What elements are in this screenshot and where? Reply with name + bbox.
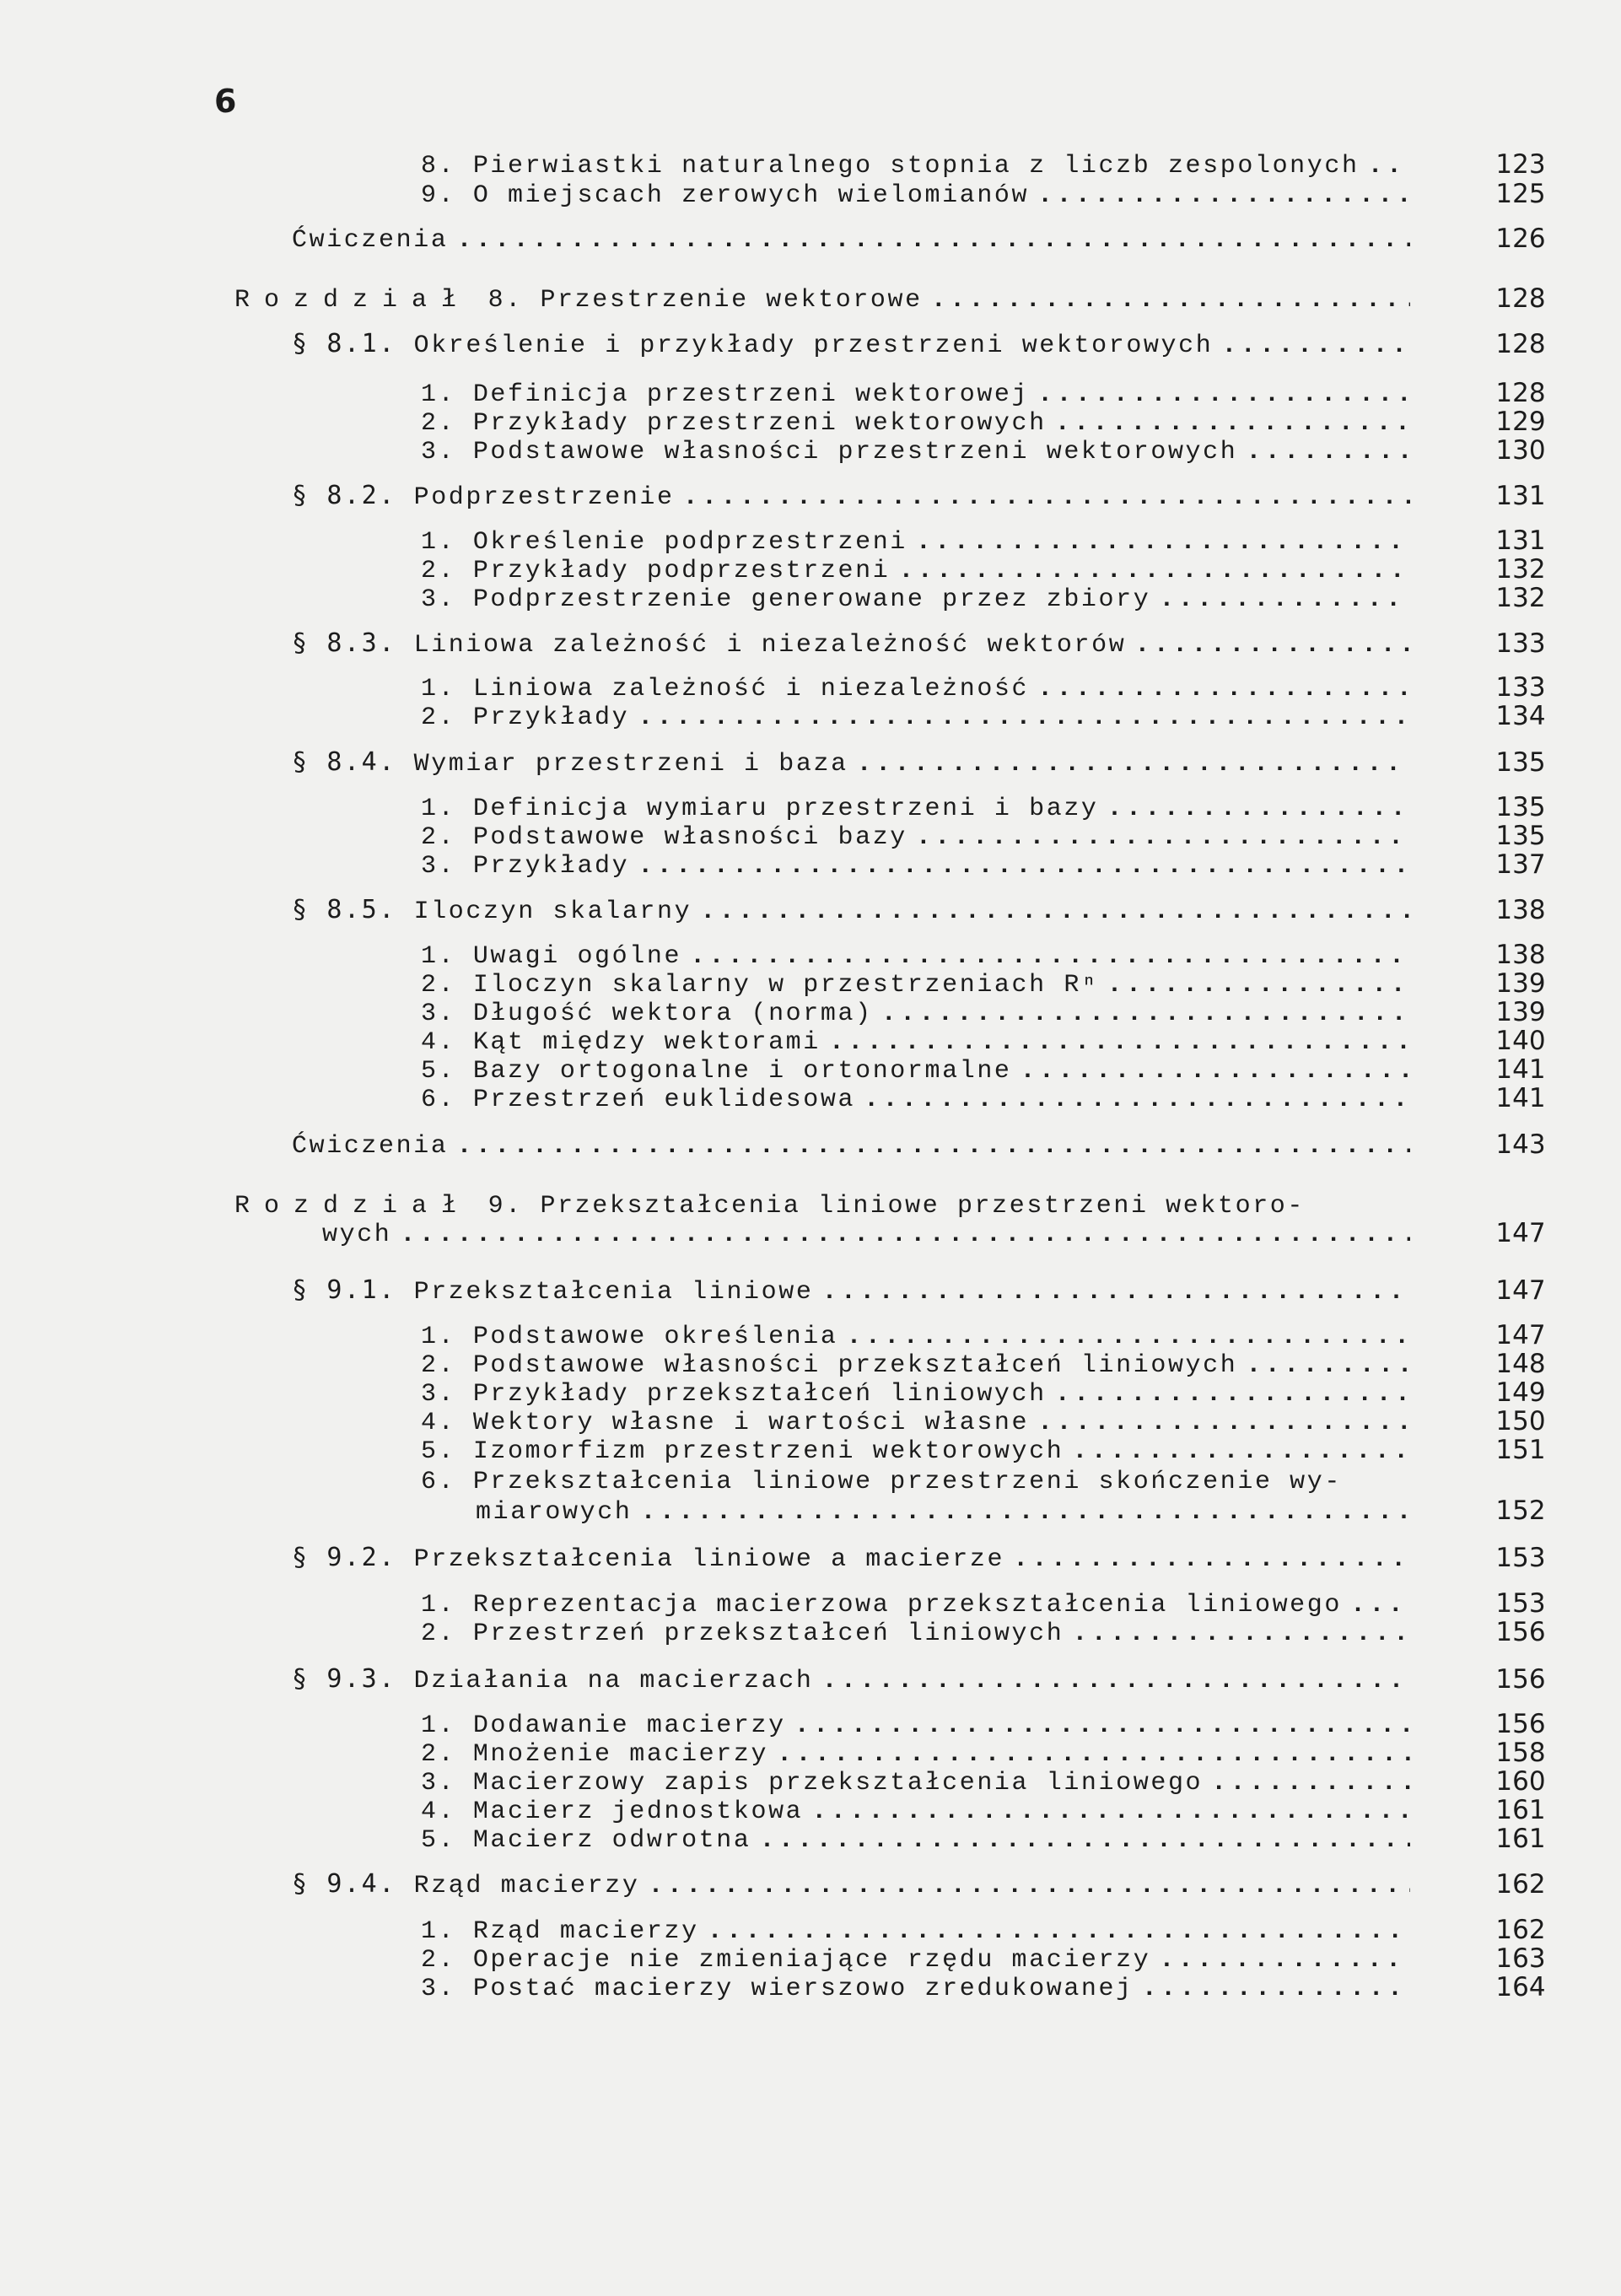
entry-title: Określenie podprzestrzeni bbox=[472, 528, 907, 557]
entry-title: Uwagi ogólne bbox=[472, 942, 682, 971]
section-number: § 9.2. bbox=[292, 1543, 396, 1572]
toc-entry bbox=[421, 557, 1410, 585]
leader-dots bbox=[1037, 675, 1410, 703]
toc-entry bbox=[421, 1409, 1410, 1437]
toc-entry bbox=[292, 897, 1410, 926]
toc-entry bbox=[421, 795, 1410, 823]
leader-dots bbox=[847, 1323, 1411, 1351]
entry-number: 3. bbox=[421, 1000, 456, 1028]
page-ref: 153 bbox=[1495, 1588, 1546, 1619]
page-ref: 132 bbox=[1495, 554, 1546, 585]
entry-number: 3. bbox=[421, 852, 456, 881]
toc-entry bbox=[292, 1545, 1410, 1574]
page-ref: 135 bbox=[1495, 821, 1546, 851]
page-ref: 129 bbox=[1495, 407, 1546, 437]
toc-entry bbox=[234, 1192, 1410, 1221]
page-ref: 131 bbox=[1495, 525, 1546, 556]
entry-number: 2. bbox=[421, 1946, 456, 1975]
entry-title: Macierzowy zapis przekształcenia liniowego bbox=[472, 1769, 1204, 1797]
section-number: § 8.2. bbox=[292, 481, 396, 510]
toc-entry bbox=[421, 1917, 1410, 1946]
page-ref: 164 bbox=[1495, 1972, 1546, 2002]
toc-entry bbox=[421, 585, 1410, 614]
entry-title: Pierwiastki naturalnego stopnia z liczb zespolonych bbox=[472, 152, 1360, 181]
entry-number: 3. bbox=[421, 438, 456, 466]
section-number: § 8.1. bbox=[292, 329, 396, 358]
entry-title: Reprezentacja macierzowa przekształcenia liniowego bbox=[472, 1591, 1342, 1620]
entry-number: 2. bbox=[421, 1351, 456, 1380]
leader-dots bbox=[821, 1278, 1410, 1307]
leader-dots bbox=[1159, 585, 1410, 614]
toc-entry bbox=[421, 1057, 1410, 1086]
section-title: Wymiar przestrzeni i baza bbox=[413, 750, 848, 779]
page-ref: 143 bbox=[1495, 1129, 1546, 1160]
entry-number: 4. bbox=[421, 1028, 456, 1057]
leader-dots bbox=[1037, 181, 1410, 210]
page-ref: 125 bbox=[1495, 179, 1546, 209]
entry-number: 9. bbox=[421, 181, 456, 210]
toc-entry bbox=[421, 1380, 1410, 1409]
entry-title: Podstawowe własności bazy bbox=[472, 823, 907, 852]
leader-dots bbox=[829, 1028, 1410, 1057]
entry-number: 2. bbox=[421, 557, 456, 585]
toc-entry bbox=[292, 628, 1410, 660]
page-ref: 135 bbox=[1495, 747, 1546, 778]
page-ref: 161 bbox=[1495, 1795, 1546, 1825]
page-ref: 130 bbox=[1495, 435, 1546, 466]
leader-dots bbox=[1072, 1437, 1410, 1466]
toc-entry bbox=[421, 1468, 1410, 1496]
entry-title: Długość wektora (norma) bbox=[472, 1000, 873, 1028]
leader-dots bbox=[1037, 380, 1410, 409]
section-number: § 8.3. bbox=[292, 628, 396, 658]
toc-entry bbox=[421, 181, 1410, 210]
entry-number: 1. bbox=[421, 1323, 456, 1351]
entry-title: Podprzestrzenie generowane przez zbiory bbox=[472, 585, 1151, 614]
section-title: Iloczyn skalarny bbox=[413, 897, 692, 926]
section-title: Przekształcenia liniowe bbox=[413, 1278, 814, 1307]
entry-title: Ćwiczenia bbox=[292, 1132, 449, 1161]
toc-entry bbox=[421, 1086, 1410, 1114]
chapter-title: Przekształcenia liniowe przestrzeni wektoro- bbox=[540, 1192, 1305, 1221]
section-number: § 8.4. bbox=[292, 747, 396, 777]
chapter-number: 9. bbox=[487, 1192, 523, 1221]
leader-dots bbox=[700, 897, 1410, 926]
entry-number: 3. bbox=[421, 585, 456, 614]
leader-dots bbox=[916, 823, 1410, 852]
toc-entry bbox=[421, 1975, 1410, 2003]
page-ref: 147 bbox=[1495, 1275, 1546, 1306]
leader-dots bbox=[1246, 438, 1410, 466]
leader-dots bbox=[864, 1086, 1410, 1114]
entry-number: 6. bbox=[421, 1086, 456, 1114]
leader-dots bbox=[1107, 971, 1410, 1000]
entry-title: Przestrzeń euklidesowa bbox=[472, 1086, 856, 1114]
page-ref: 147 bbox=[1495, 1320, 1546, 1350]
entry-number: 1. bbox=[421, 942, 456, 971]
entry-title: Dodawanie macierzy bbox=[472, 1711, 786, 1740]
entry-number: 4. bbox=[421, 1409, 456, 1437]
entry-number: 3. bbox=[421, 1380, 456, 1409]
toc-entry bbox=[421, 675, 1410, 703]
entry-number: 5. bbox=[421, 1437, 456, 1466]
page-ref: 147 bbox=[1495, 1218, 1546, 1248]
page-ref: 135 bbox=[1495, 792, 1546, 822]
leader-dots bbox=[683, 483, 1410, 512]
section-title: Określenie i przykłady przestrzeni wektorowych bbox=[413, 331, 1214, 360]
entry-title: Przykłady przestrzeni wektorowych bbox=[472, 409, 1047, 438]
entry-number: 1. bbox=[421, 1711, 456, 1740]
leader-dots bbox=[638, 852, 1410, 881]
entry-title: Definicja wymiaru przestrzeni i bazy bbox=[472, 795, 1099, 823]
toc-entry bbox=[421, 971, 1410, 1000]
entry-number: 2. bbox=[421, 409, 456, 438]
page-ref: 150 bbox=[1495, 1406, 1546, 1436]
leader-dots bbox=[1142, 1975, 1410, 2003]
section-title: Podprzestrzenie bbox=[413, 483, 675, 512]
entry-number: 1. bbox=[421, 795, 456, 823]
page-ref: 148 bbox=[1495, 1349, 1546, 1379]
toc-entry bbox=[421, 1769, 1410, 1797]
chapter-label: Rozdział bbox=[234, 286, 471, 315]
entry-number: 1. bbox=[421, 675, 456, 703]
leader-dots bbox=[1013, 1545, 1410, 1574]
entry-number: 3. bbox=[421, 1769, 456, 1797]
entry-number: 8. bbox=[421, 152, 456, 181]
toc-entry bbox=[421, 1028, 1410, 1057]
toc-entry bbox=[421, 1437, 1410, 1466]
page-number: 6 bbox=[214, 83, 237, 120]
page-ref: 128 bbox=[1495, 329, 1546, 359]
section-number: § 9.3. bbox=[292, 1664, 396, 1694]
entry-title: Podstawowe własności przestrzeni wektorowych bbox=[472, 438, 1238, 466]
toc-entry bbox=[234, 286, 1410, 315]
toc-entry bbox=[421, 1000, 1410, 1028]
toc-entry bbox=[421, 703, 1410, 732]
toc-entry bbox=[421, 1826, 1410, 1855]
page-ref: 137 bbox=[1495, 849, 1546, 880]
page-ref: 138 bbox=[1495, 940, 1546, 970]
entry-title: Przestrzeń przekształceń liniowych bbox=[472, 1620, 1064, 1648]
page-ref: 156 bbox=[1495, 1664, 1546, 1695]
leader-dots bbox=[931, 286, 1410, 315]
page-ref: 139 bbox=[1495, 997, 1546, 1027]
page-ref: 133 bbox=[1495, 672, 1546, 703]
toc-entry bbox=[421, 823, 1410, 852]
leader-dots bbox=[456, 1132, 1410, 1161]
toc-entry bbox=[292, 1664, 1410, 1695]
page-ref: 151 bbox=[1495, 1435, 1546, 1465]
page-ref: 141 bbox=[1495, 1083, 1546, 1113]
leader-dots bbox=[1159, 1946, 1410, 1975]
leader-dots bbox=[690, 942, 1410, 971]
leader-dots bbox=[821, 1667, 1410, 1695]
leader-dots bbox=[1134, 631, 1410, 660]
page-ref: 162 bbox=[1495, 1869, 1546, 1900]
section-title: Działania na macierzach bbox=[413, 1667, 814, 1695]
leader-dots bbox=[811, 1797, 1410, 1826]
section-number: § 9.1. bbox=[292, 1275, 396, 1305]
toc-entry bbox=[421, 1591, 1410, 1620]
leader-dots bbox=[881, 1000, 1410, 1028]
entry-title: Macierz odwrotna bbox=[472, 1826, 751, 1855]
toc-entry bbox=[322, 1221, 1410, 1249]
entry-title: Rząd macierzy bbox=[472, 1917, 699, 1946]
section-title: Przekształcenia liniowe a macierze bbox=[413, 1545, 1005, 1574]
page-ref: 123 bbox=[1495, 149, 1546, 180]
entry-number: 1. bbox=[421, 528, 456, 557]
leader-dots bbox=[640, 1498, 1410, 1527]
chapter-title: Przestrzenie wektorowe bbox=[540, 286, 923, 315]
toc-entry bbox=[421, 1946, 1410, 1975]
toc-entry bbox=[421, 380, 1410, 409]
toc-entry bbox=[292, 1869, 1410, 1900]
page-ref: 161 bbox=[1495, 1824, 1546, 1854]
leader-dots bbox=[1055, 1380, 1410, 1409]
page-ref: 156 bbox=[1495, 1709, 1546, 1739]
entry-number: 5. bbox=[421, 1826, 456, 1855]
entry-title: miarowych bbox=[476, 1498, 633, 1527]
section-number: § 9.4. bbox=[292, 1869, 396, 1899]
page-ref: 131 bbox=[1495, 481, 1546, 511]
toc-entry bbox=[421, 1797, 1410, 1826]
toc-entry bbox=[292, 1275, 1410, 1307]
page-ref: 138 bbox=[1495, 895, 1546, 925]
entry-title: Przykłady podprzestrzeni bbox=[472, 557, 891, 585]
leader-dots bbox=[1211, 1769, 1410, 1797]
entry-title: Mnożenie macierzy bbox=[472, 1740, 769, 1769]
page-ref: 139 bbox=[1495, 968, 1546, 999]
entry-title: Wektory własne i wartości własne bbox=[472, 1409, 1030, 1437]
entry-title: Podstawowe określenia bbox=[472, 1323, 838, 1351]
leader-dots bbox=[1368, 152, 1410, 181]
entry-title: Kąt między wektorami bbox=[472, 1028, 821, 1057]
toc-entry bbox=[292, 331, 1410, 360]
entry-number: 1. bbox=[421, 1917, 456, 1946]
page-ref: 128 bbox=[1495, 283, 1546, 314]
toc-entry bbox=[421, 409, 1410, 438]
section-number: § 8.5. bbox=[292, 895, 396, 924]
entry-number: 2. bbox=[421, 971, 456, 1000]
leader-dots bbox=[400, 1221, 1410, 1249]
leader-dots bbox=[857, 750, 1410, 779]
entry-title: Ćwiczenia bbox=[292, 226, 449, 255]
entry-title: Przykłady bbox=[472, 852, 630, 881]
entry-title: Liniowa zależność i niezależność bbox=[472, 675, 1030, 703]
toc-entry bbox=[292, 226, 1410, 255]
page-ref: 134 bbox=[1495, 701, 1546, 731]
entry-title: O miejscach zerowych wielomianów bbox=[472, 181, 1030, 210]
entry-title: wych bbox=[322, 1221, 392, 1249]
leader-dots bbox=[916, 528, 1410, 557]
leader-dots bbox=[1072, 1620, 1410, 1648]
toc-entry bbox=[292, 483, 1410, 512]
toc-entry bbox=[476, 1498, 1410, 1527]
page-ref: 132 bbox=[1495, 583, 1546, 613]
toc-entry bbox=[421, 852, 1410, 881]
toc-entry bbox=[421, 152, 1410, 181]
entry-title: Podstawowe własności przekształceń liniowych bbox=[472, 1351, 1238, 1380]
leader-dots bbox=[1350, 1591, 1410, 1620]
entry-number: 2. bbox=[421, 1740, 456, 1769]
leader-dots bbox=[759, 1826, 1410, 1855]
entry-title: Iloczyn skalarny w przestrzeniach Rⁿ bbox=[472, 971, 1099, 1000]
leader-dots bbox=[456, 226, 1410, 255]
leader-dots bbox=[638, 703, 1410, 732]
toc-entry bbox=[292, 747, 1410, 779]
entry-title: Przykłady przekształceń liniowych bbox=[472, 1380, 1047, 1409]
page-ref: 141 bbox=[1495, 1054, 1546, 1085]
chapter-label: Rozdział bbox=[234, 1192, 471, 1221]
entry-number: 4. bbox=[421, 1797, 456, 1826]
entry-number: 2. bbox=[421, 703, 456, 732]
entry-title: Izomorfizm przestrzeni wektorowych bbox=[472, 1437, 1064, 1466]
section-title: Rząd macierzy bbox=[413, 1872, 640, 1900]
page-ref: 152 bbox=[1495, 1496, 1546, 1526]
leader-dots bbox=[1037, 1409, 1410, 1437]
toc-entry bbox=[421, 942, 1410, 971]
leader-dots bbox=[1107, 795, 1410, 823]
toc-entry bbox=[421, 1323, 1410, 1351]
page-ref: 149 bbox=[1495, 1377, 1546, 1408]
leader-dots bbox=[1246, 1351, 1410, 1380]
leader-dots bbox=[794, 1711, 1410, 1740]
leader-dots bbox=[648, 1872, 1410, 1900]
page-ref: 140 bbox=[1495, 1026, 1546, 1056]
chapter-number: 8. bbox=[487, 286, 523, 315]
leader-dots bbox=[1021, 1057, 1410, 1086]
leader-dots bbox=[1055, 409, 1410, 438]
entry-number: 2. bbox=[421, 1620, 456, 1648]
toc-entry bbox=[421, 1711, 1410, 1740]
entry-title: Postać macierzy wierszowo zredukowanej bbox=[472, 1975, 1134, 2003]
entry-title: Przekształcenia liniowe przestrzeni skończenie wy- bbox=[472, 1468, 1342, 1496]
entry-title: Macierz jednostkowa bbox=[472, 1797, 804, 1826]
entry-number: 3. bbox=[421, 1975, 456, 2003]
toc-entry bbox=[421, 1740, 1410, 1769]
entry-title: Definicja przestrzeni wektorowej bbox=[472, 380, 1030, 409]
leader-dots bbox=[777, 1740, 1410, 1769]
entry-title: Bazy ortogonalne i ortonormalne bbox=[472, 1057, 1012, 1086]
leader-dots bbox=[898, 557, 1410, 585]
toc-entry bbox=[292, 1132, 1410, 1161]
section-title: Liniowa zależność i niezależność wektorów bbox=[413, 631, 1127, 660]
page-ref: 128 bbox=[1495, 378, 1546, 408]
entry-number: 1. bbox=[421, 380, 456, 409]
page-ref: 160 bbox=[1495, 1766, 1546, 1797]
toc-entry bbox=[421, 1351, 1410, 1380]
toc-entry bbox=[421, 1620, 1410, 1648]
page-ref: 156 bbox=[1495, 1617, 1546, 1647]
page-ref: 158 bbox=[1495, 1738, 1546, 1768]
page-ref: 126 bbox=[1495, 224, 1546, 254]
leader-dots bbox=[708, 1917, 1410, 1946]
entry-number: 6. bbox=[421, 1468, 456, 1496]
entry-number: 2. bbox=[421, 823, 456, 852]
toc-entry bbox=[421, 528, 1410, 557]
leader-dots bbox=[1221, 331, 1410, 360]
page-ref: 163 bbox=[1495, 1943, 1546, 1974]
entry-number: 5. bbox=[421, 1057, 456, 1086]
page-ref: 133 bbox=[1495, 628, 1546, 659]
entry-number: 1. bbox=[421, 1591, 456, 1620]
entry-title: Operacje nie zmieniające rzędu macierzy bbox=[472, 1946, 1151, 1975]
entry-title: Przykłady bbox=[472, 703, 630, 732]
page-ref: 153 bbox=[1495, 1543, 1546, 1573]
page-ref: 162 bbox=[1495, 1915, 1546, 1945]
toc-entry bbox=[421, 438, 1410, 466]
